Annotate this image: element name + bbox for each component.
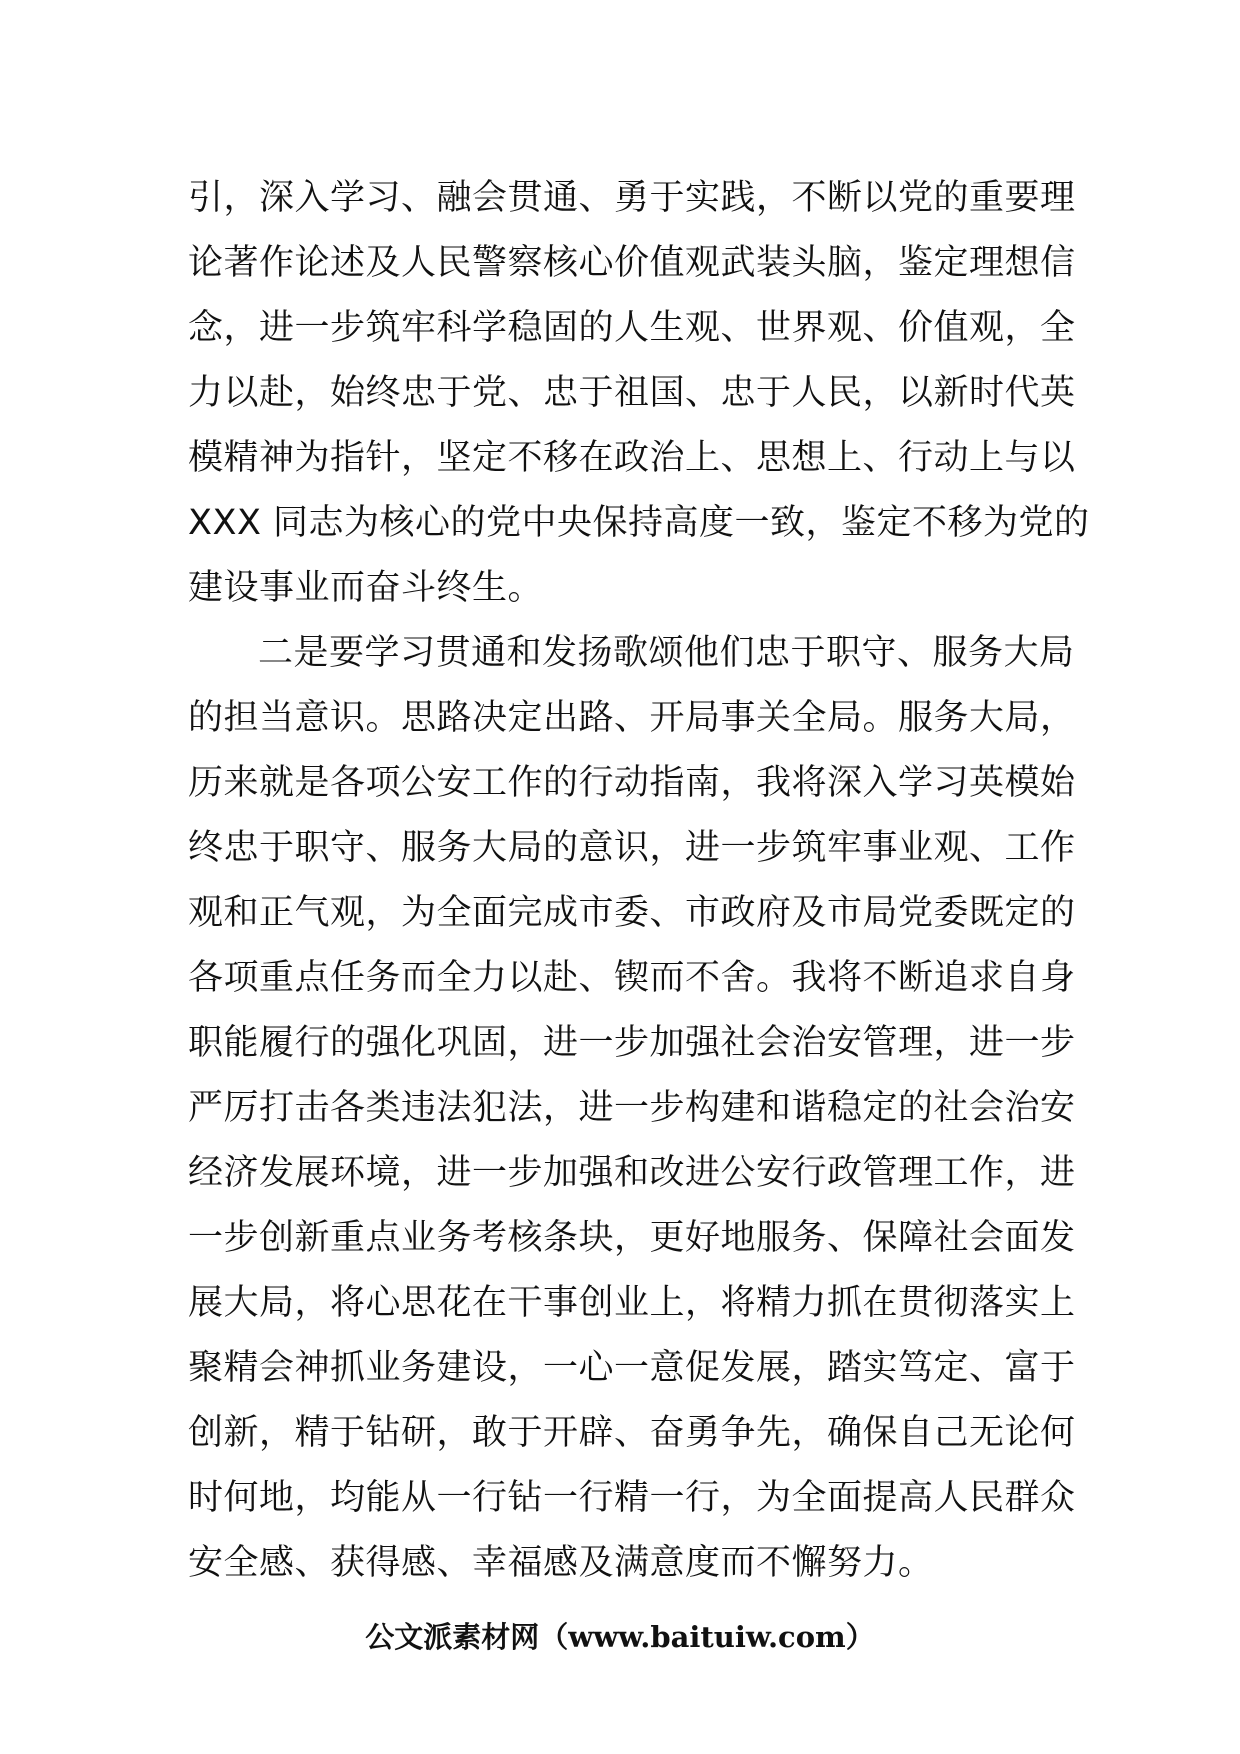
paragraph-line: 力以赴，始终忠于党、忠于祖国、忠于人民，以新时代英 — [188, 373, 1076, 413]
paragraph-line: 模精神为指针，坚定不移在政治上、思想上、行动上与以 — [188, 438, 1076, 478]
paragraph-line: 一步创新重点业务考核条块，更好地服务、保障社会面发 — [188, 1218, 1076, 1258]
paragraph-line: 建设事业而奋斗终生。 — [188, 568, 544, 608]
paragraph-line: 严厉打击各类违法犯法，进一步构建和谐稳定的社会治安 — [188, 1088, 1076, 1128]
paragraph-line: XXX 同志为核心的党中央保持高度一致，鉴定不移为党的 — [188, 503, 1090, 543]
paragraph-line: 历来就是各项公安工作的行动指南，我将深入学习英模始 — [188, 763, 1076, 803]
paragraph-line: 观和正气观，为全面完成市委、市政府及市局党委既定的 — [188, 893, 1076, 933]
paragraph-line: 的担当意识。思路决定出路、开局事关全局。服务大局， — [188, 698, 1076, 738]
paragraph-line: 二是要学习贯通和发扬歌颂他们忠于职守、服务大局 — [258, 633, 1075, 673]
paragraph-line: 终忠于职守、服务大局的意识，进一步筑牢事业观、工作 — [188, 828, 1076, 868]
paragraph-2 — [188, 621, 1076, 1596]
paragraph-line: 经济发展环境，进一步加强和改进公安行政管理工作，进 — [188, 1153, 1076, 1193]
paragraph-1 — [188, 166, 1090, 621]
paragraph-line: 展大局，将心思花在干事创业上，将精力抓在贯彻落实上 — [188, 1283, 1076, 1323]
source-footer: 公文派素材网（www.baituiw.com） — [365, 1620, 875, 1654]
paragraph-line: 各项重点任务而全力以赴、锲而不舍。我将不断追求自身 — [188, 958, 1076, 998]
document-body — [188, 166, 1090, 1596]
paragraph-line: 时何地，均能从一行钻一行精一行，为全面提高人民群众 — [188, 1478, 1076, 1518]
paragraph-line: 论著作论述及人民警察核心价值观武装头脑，鉴定理想信 — [188, 243, 1076, 283]
paragraph-line: 安全感、获得感、幸福感及满意度而不懈努力。 — [188, 1543, 934, 1583]
paragraph-line: 聚精会神抓业务建设，一心一意促发展，踏实笃定、富于 — [188, 1348, 1076, 1388]
paragraph-line: 引，深入学习、融会贯通、勇于实践，不断以党的重要理 — [188, 178, 1076, 218]
paragraph-line: 创新，精于钻研，敢于开辟、奋勇争先，确保自己无论何 — [188, 1413, 1076, 1453]
paragraph-line: 念，进一步筑牢科学稳固的人生观、世界观、价值观，全 — [188, 308, 1076, 348]
paragraph-line: 职能履行的强化巩固，进一步加强社会治安管理，进一步 — [188, 1023, 1076, 1063]
